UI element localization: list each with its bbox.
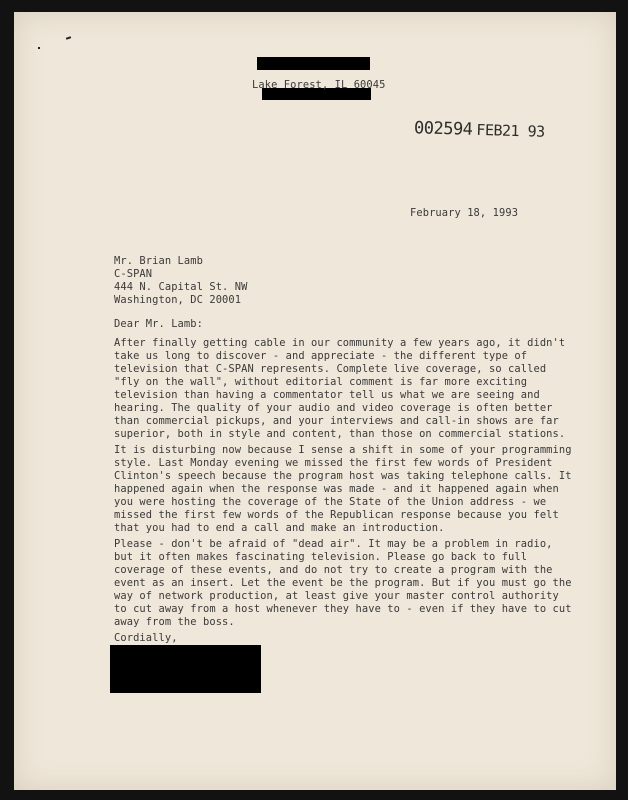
body-line: coverage of these events, and do not try to create a program with the [114,564,553,576]
body-paragraph-2 [114,444,572,535]
body-line: missed the first few words of the Republican response because you felt [114,509,559,521]
body-line: you were hosting the coverage of the State of the Union address - we [114,496,547,508]
body-line: event as an insert. Let the event be the program. But if you must go the [114,577,572,589]
body-line: television that C-SPAN represents. Complete live coverage, so called [114,363,547,375]
received-stamp [414,118,545,141]
recipient-line: 444 N. Capital St. NW [114,281,248,293]
body-line: hearing. The quality of your audio and video coverage is often better [114,402,553,414]
recipient-line: Mr. Brian Lamb [114,255,203,267]
body-paragraph-3 [114,538,572,629]
recipient-block [114,255,564,307]
salutation: Dear Mr. Lamb: [114,318,203,330]
stamp-number: 002594 [413,118,473,140]
body-paragraph-1 [114,337,564,441]
body-line: away from the boss. [114,616,235,628]
body-line: that you had to end a call and make an introduction. [114,522,445,534]
body-line: superior, both in style and content, than those on commercial stations. [114,428,566,440]
body-line: Please - don't be afraid of "dead air". It may be a problem in radio, [114,538,553,550]
body-line: television than having a commentator tell us what we are seeing and [114,389,540,401]
letterhead-address: Lake Forest, IL 60045 [252,79,386,91]
redacted-signature [110,645,261,693]
stamp-date: FEB21 93 [476,120,545,141]
letter-date: February 18, 1993 [410,207,519,219]
body-line: way of network production, at least give your master control authority [114,590,559,602]
body-line: take us long to discover - and appreciate - the different type of [114,350,528,362]
body-line: than commercial pickups, and your interviews and call-in shows are far [114,415,559,427]
body-line: Clinton's speech because the program host was taking telephone calls. It [114,470,572,482]
body-line: to cut away from a host whenever they have to - even if they have to cut [114,603,572,615]
body-line: but it often makes fascinating television. Please go back to full [114,551,528,563]
recipient-line: C-SPAN [114,268,153,280]
recipient-line: Washington, DC 20001 [114,294,242,306]
paper-speck [38,47,40,49]
body-line: It is disturbing now because I sense a shift in some of your programming [114,444,572,456]
body-line: After finally getting cable in our community a few years ago, it didn't [114,337,566,349]
closing: Cordially, [114,632,178,644]
redacted-name [257,57,370,70]
body-line: happened again when the response was made - and it happened again when [114,483,559,495]
body-line: style. Last Monday evening we missed the first few words of President [114,457,553,469]
body-line: "fly on the wall", without editorial comment is far more exciting [114,376,528,388]
